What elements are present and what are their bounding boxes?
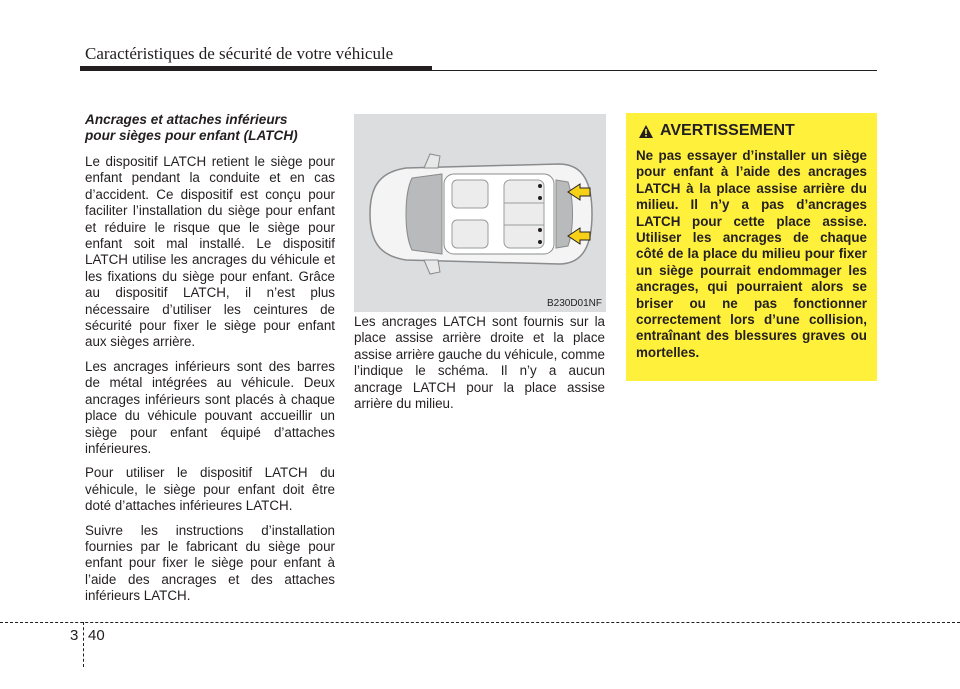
chapter-number: 3 (70, 627, 79, 644)
running-header-title: Caractéristiques de sécurité de votre véhicule (85, 44, 394, 63)
header-rule-thick (80, 66, 432, 71)
paragraph-instructions: Suivre les instructions d’installation fournies par le fabricant du siège pour enfant pour fixer le siège pour enfant à l’aide des ancrages et des attaches inférieurs LATCH. (85, 522, 335, 604)
footer-dashed-divider (83, 622, 84, 667)
paragraph-requirements: Pour utiliser le dispositif LATCH du véhicule, le siège pour enfant doit être doté d’attaches inférieures LATCH. (85, 465, 335, 514)
footer-dashed-rule (0, 622, 960, 623)
header-rule-thin (432, 70, 877, 71)
warning-triangle-icon (638, 124, 654, 139)
left-column (85, 112, 335, 613)
paragraph-latch-intro: Le dispositif LATCH retient le siège pour enfant pendant la conduite et en cas d’accident. Ce dispositif est conçu pour faciliter l’installation du siège pour enfant et réduire le risque que le siège pour enfant soit mal installé. Le dispositif LATCH utilise les ancrages du véhicule et les fixations du siège pour enfant. Grâce au dispositif LATCH, il n’est plus nécessaire d’utiliser les ceintures de sécurité pour fixer le siège pour enfant aux sièges arrière. (85, 154, 335, 350)
car-top-view-illustration (354, 114, 606, 312)
latch-diagram-figure (354, 114, 606, 312)
figure-code: B230D01NF (546, 298, 602, 309)
paragraph-anchor-locations: Les ancrages LATCH sont fournis sur la place assise arrière droite et la place assise arrière gauche du véhicule, comme l’indique le schéma. Il n’y a aucun ancrage LATCH pour la place assise arrière du milieu. (354, 314, 605, 412)
warning-header (638, 122, 795, 140)
section-title (85, 112, 335, 144)
section-title-line2: pour sièges pour enfant (LATCH) (85, 128, 298, 143)
page-number: 40 (88, 627, 105, 644)
warning-title: AVERTISSEMENT (660, 122, 795, 139)
section-title-line1: Ancrages et attaches inférieurs (85, 112, 288, 127)
warning-text: Ne pas essayer d’installer un siège pour enfant à l’aide des ancrages LATCH à la place assise arrière du milieu. Il n’y a pas d’ancrages LATCH pour cette place assise. Utiliser les ancrages de chaque côté de la place du milieu pour fixer un siège pourrait endommager les ancrages, qui pourraient alors se briser ou ne pas fonctionner correctement lors d’une collision, entraînant des blessures graves ou mortelles. (636, 148, 867, 360)
warning-box (626, 113, 877, 381)
paragraph-lower-anchors: Les ancrages inférieurs sont des barres de métal intégrées au véhicule. Deux ancrages inférieurs sont placés à chaque place du véhicule pouvant accueillir un siège pour enfant équipé d’attaches inférieures. (85, 358, 335, 456)
middle-column (354, 314, 605, 420)
